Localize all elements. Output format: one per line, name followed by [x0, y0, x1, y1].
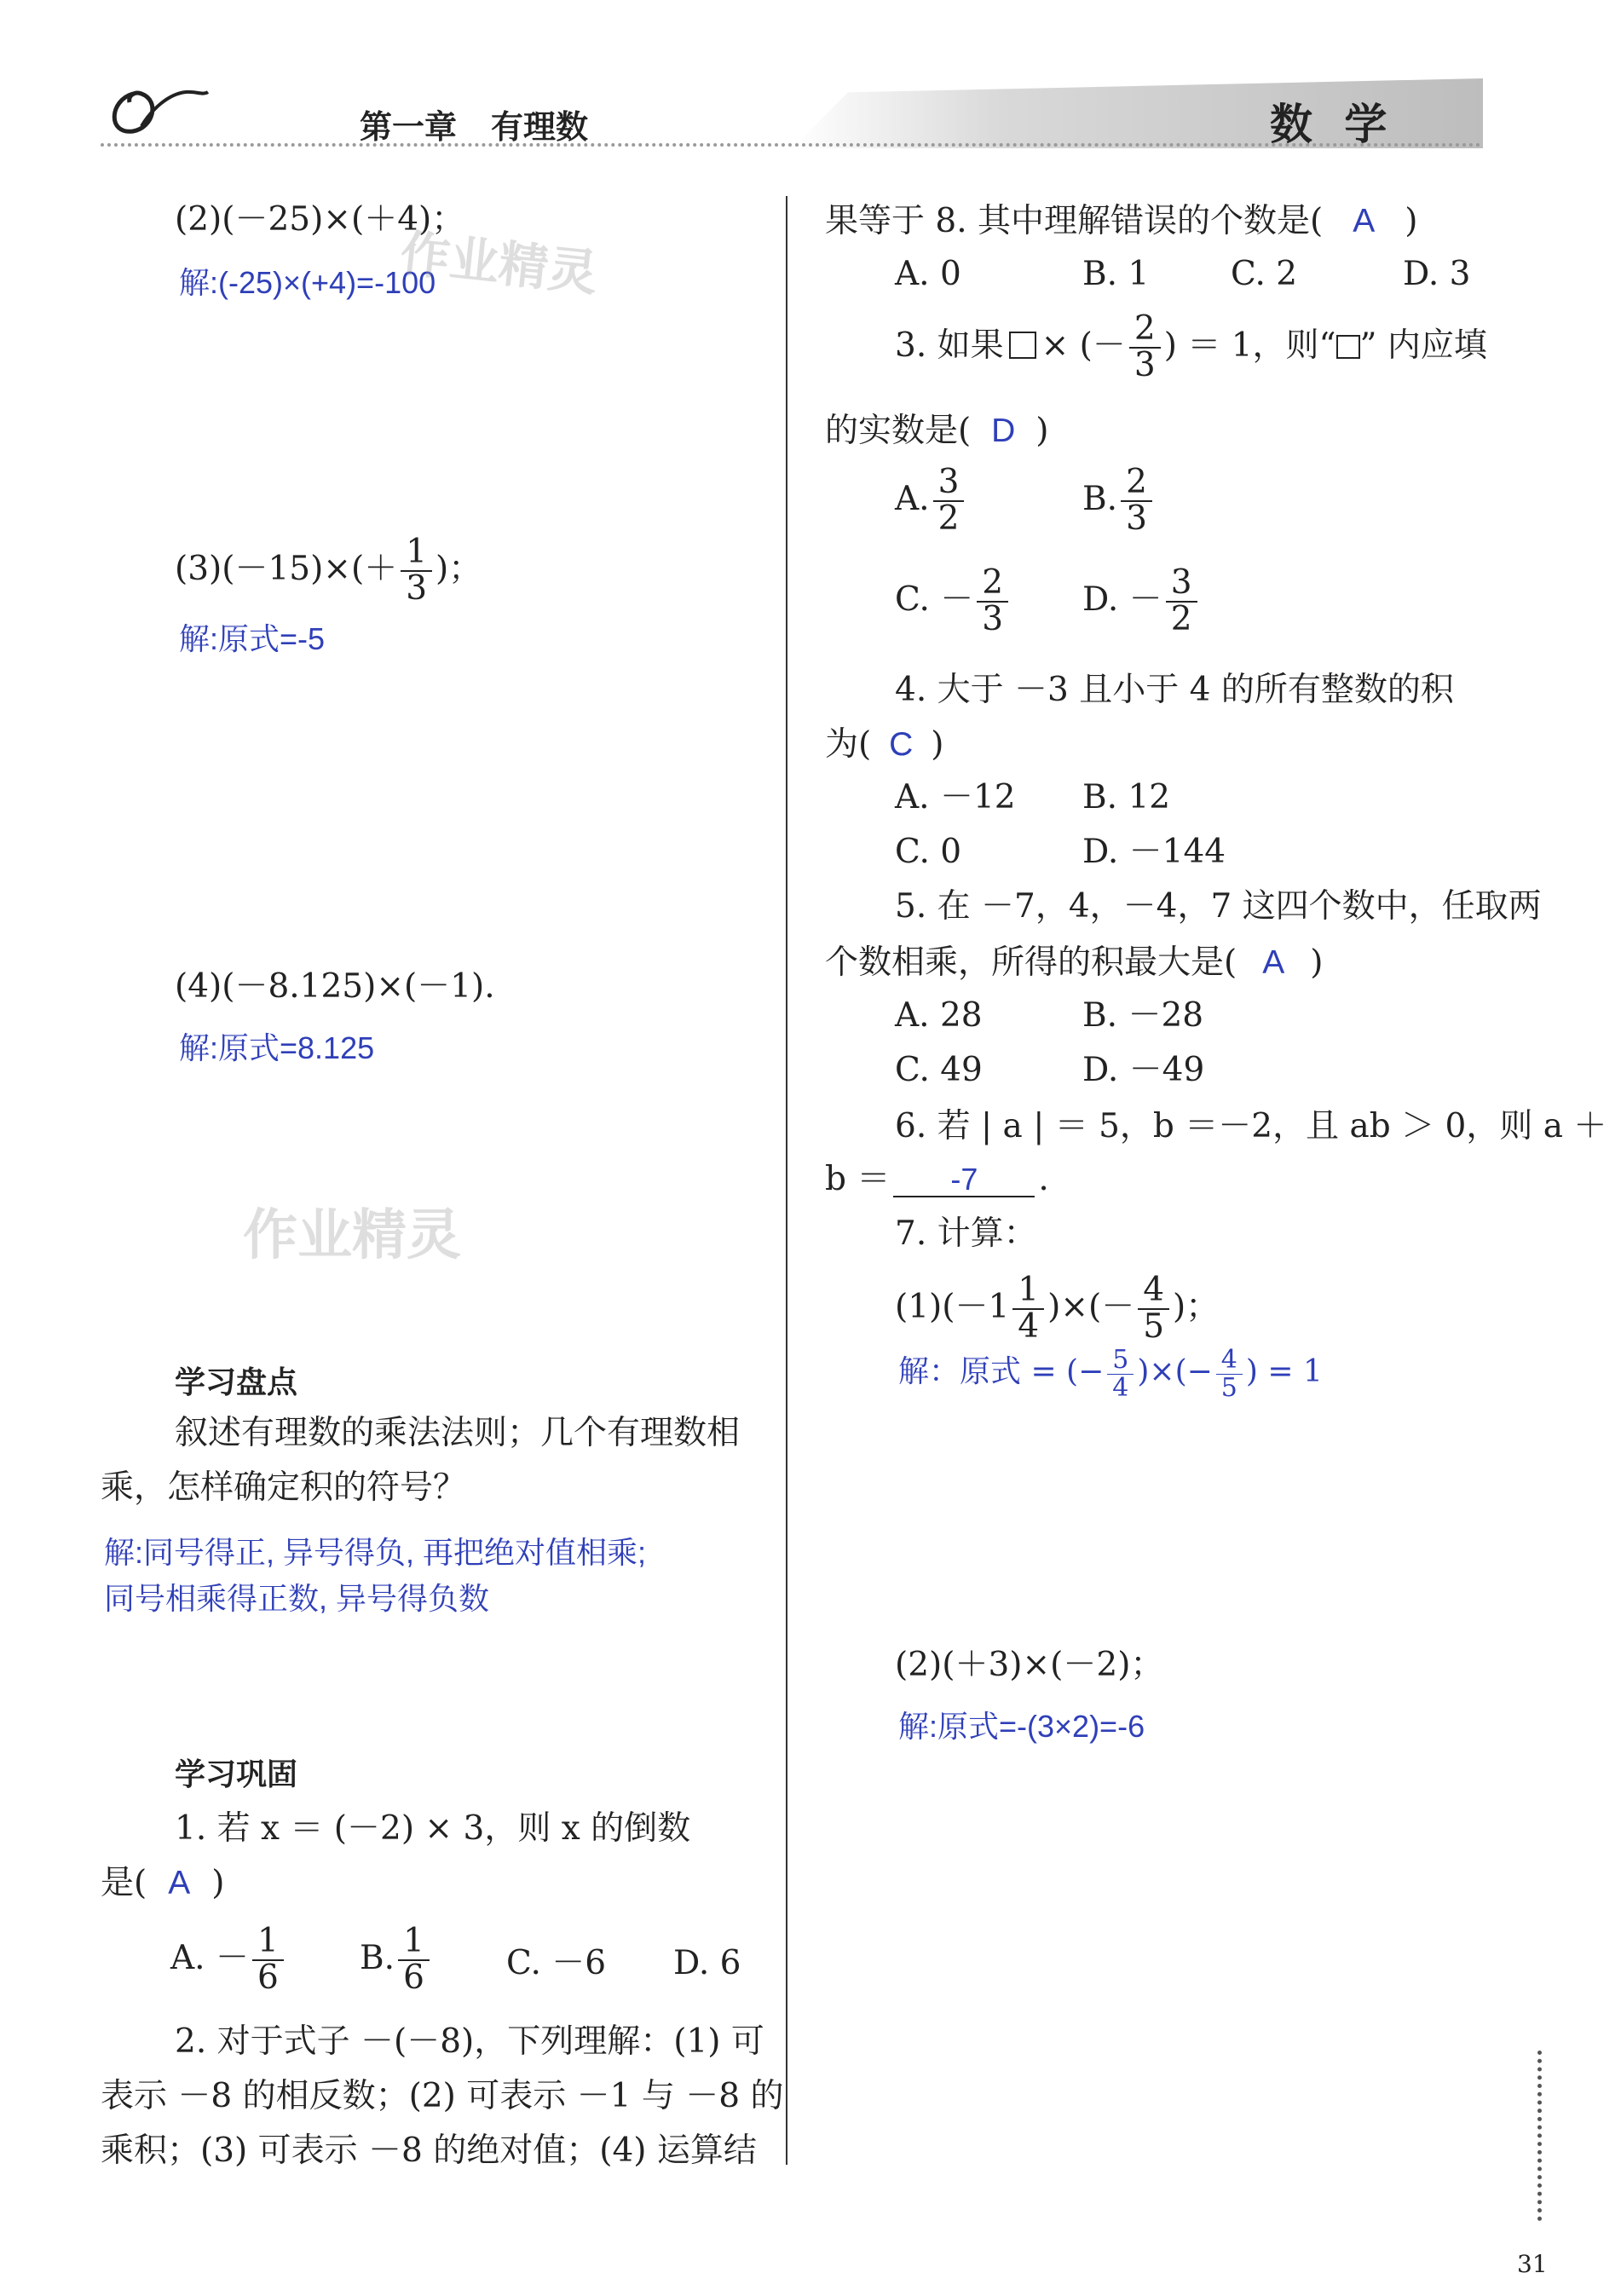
p7-1-expression: (1)(－1 $\frac{1}{4}$ )×(－ $\frac{4}{5}$ )；: [895, 1271, 1220, 1346]
review-heading: 学习盘点: [175, 1365, 298, 1400]
header-chapter: 第一章 有理数: [360, 108, 589, 146]
p4-option-a: A. －12: [895, 778, 1016, 816]
p3-option-c: C. － $\frac{2}{3}$: [895, 566, 1012, 637]
header-rule: [101, 143, 1481, 147]
p7-2-answer: 解:原式=-(3×2)=-6: [898, 1709, 1145, 1744]
blank-square-icon: [1009, 332, 1036, 359]
p1-answer: A: [168, 1865, 191, 1901]
p6-answer: -7: [950, 1162, 978, 1197]
p1-option-a: A. － $\frac{1}{6}$: [170, 1924, 287, 1996]
p7-1-answer: 解：原式 = (− $\frac{5}{4}$ )×(− $\frac{4}{5}$ ) = 1: [898, 1345, 1323, 1403]
p6-line1: 6. 若 | a | ＝ 5，b ＝－2，且 ab ＞ 0，则 a ＋: [895, 1107, 1607, 1145]
q2-answer: 解:(-25)×(+4)=-100: [179, 265, 436, 300]
p3-line2: 的实数是( D ): [825, 412, 1049, 450]
p3-option-d: D. － $\frac{3}{2}$: [1082, 566, 1201, 637]
p1-line1: 1. 若 x ＝ (－2) × 3，则 x 的倒数: [175, 1809, 691, 1848]
p5-option-c: C. 49: [895, 1051, 983, 1089]
q4-answer: 解:原式=8.125: [179, 1030, 375, 1065]
review-answer2: 同号相乘得正数, 异号得负数: [104, 1581, 490, 1616]
blank-square-small-icon: [1336, 335, 1360, 359]
header-logo: [101, 75, 211, 147]
p4-line2: 为( C ): [825, 725, 944, 764]
p3-option-a: A. $\frac{3}{2}$: [895, 465, 967, 537]
p1-option-c: C. －6: [506, 1944, 607, 1982]
p1-option-d: D. 6: [673, 1944, 741, 1982]
p5-option-a: A. 28: [895, 996, 983, 1035]
p1-option-b: B. $\frac{1}{6}$: [360, 1924, 433, 1996]
p6-line2: b ＝ -7 .: [825, 1160, 1049, 1198]
review-answer1: 解:同号得正, 异号得负, 再把绝对值相乘;: [104, 1535, 647, 1570]
p4-option-b: B. 12: [1082, 778, 1171, 816]
page-edge-dots: [1537, 2051, 1542, 2221]
p5-option-d: D. －49: [1082, 1051, 1205, 1089]
p4-answer: C: [889, 726, 914, 763]
q2-expression: (2)(－25)×(＋4)；: [175, 200, 465, 239]
p4-option-c: C. 0: [895, 833, 962, 871]
q4-expression: (4)(－8.125)×(－1).: [175, 967, 495, 1006]
page-number: 31: [1517, 2250, 1548, 2278]
review-line2: 乘，怎样确定积的符号？: [101, 1468, 467, 1507]
p1-line2: 是( A ): [101, 1864, 225, 1902]
q3-expression: (3)(－15)×(＋ $\frac{1}{3}$ )；: [175, 533, 482, 608]
p4-option-d: D. －144: [1082, 833, 1226, 871]
watermark-middle: 作业精灵: [243, 1204, 461, 1267]
review-line1: 叙述有理数的乘法法则；几个有理数相: [175, 1414, 741, 1452]
p7-2-expression: (2)(＋3)×(－2)；: [895, 1646, 1164, 1684]
p2-option-d: D. 3: [1403, 255, 1471, 293]
p2-option-a: A. 0: [895, 255, 961, 293]
p5-option-b: B. －28: [1082, 996, 1204, 1035]
p2-line1: 2. 对于式子 －(－8)，下列理解：(1) 可: [175, 2022, 764, 2061]
p3-line1: 3. 如果 × (－ $\frac{2}{3}$ ) ＝ 1，则“ ” 内应填: [895, 309, 1487, 384]
p3-answer: D: [991, 412, 1016, 449]
p5-line2: 个数相乘，所得的积最大是( A ): [825, 943, 1324, 982]
p2-line2: 表示 －8 的相反数；(2) 可表示 －1 与 －8 的: [101, 2077, 784, 2115]
watermark-top: 作业精灵: [397, 224, 601, 303]
p2-answer: A: [1353, 203, 1376, 239]
p5-answer: A: [1262, 944, 1285, 981]
p7-heading: 7. 计算：: [895, 1214, 1037, 1253]
p4-line1: 4. 大于 －3 且小于 4 的所有整数的积: [895, 671, 1454, 709]
consolidate-heading: 学习巩固: [175, 1757, 298, 1792]
p2-option-c: C. 2: [1231, 255, 1298, 293]
q3-answer: 解:原式=-5: [179, 621, 326, 656]
header-subject: 数 学: [1270, 100, 1396, 149]
p3-option-b: B. $\frac{2}{3}$: [1082, 465, 1156, 537]
column-divider: [786, 196, 787, 2165]
p2-line3: 乘积；(3) 可表示 －8 的绝对值；(4) 运算结: [101, 2132, 757, 2170]
p2-option-b: B. 1: [1082, 255, 1150, 293]
p5-line1: 5. 在 －7，4，－4，7 这四个数中，任取两: [895, 887, 1542, 926]
p2-line4: 果等于 8. 其中理解错误的个数是( A ): [825, 202, 1418, 240]
